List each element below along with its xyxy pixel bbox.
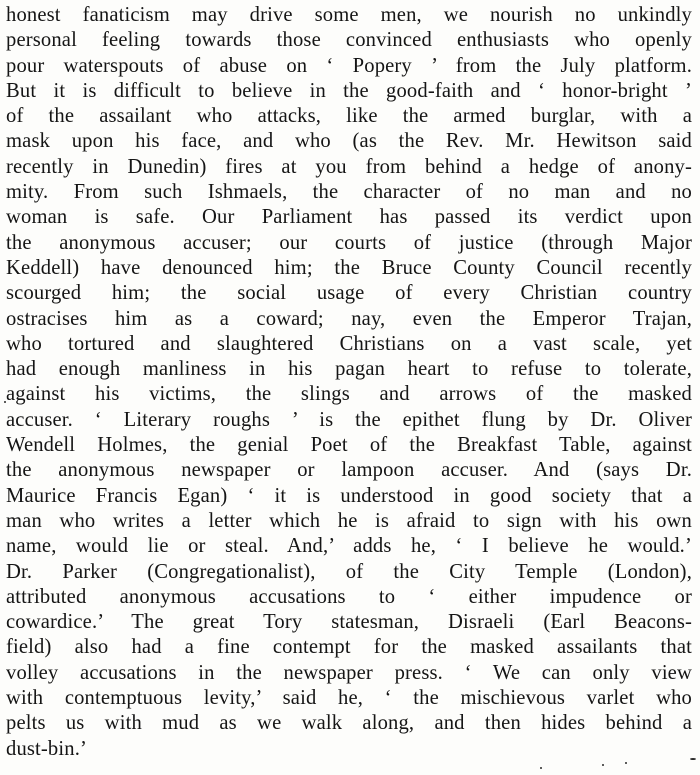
text-line: cowardice.’ The great Tory statesman, Disraeli (Earl Beacons- bbox=[6, 611, 692, 634]
text-line: Wendell Holmes, the genial Poet of the Breakfast Table, against bbox=[6, 434, 692, 457]
scan-speck bbox=[690, 758, 696, 760]
text-line: accuser. ‘ Literary roughs ’ is the epithet flung by Dr. Oliver bbox=[6, 408, 692, 431]
scan-speck bbox=[625, 762, 627, 764]
text-line: pelts us with mud as we walk along, and then hides behind a bbox=[6, 712, 692, 735]
text-line: woman is safe. Our Parliament has passed its verdict upon bbox=[6, 206, 692, 229]
text-line: field) also had a fine contempt for the masked assailants that bbox=[6, 636, 692, 659]
scan-speck bbox=[4, 401, 6, 403]
scan-speck bbox=[602, 764, 604, 766]
text-line: attributed anonymous accusations to ‘ either impudence or bbox=[6, 585, 692, 608]
text-line: the anonymous newspaper or lampoon accuser. And (says Dr. bbox=[6, 459, 692, 482]
text-line: Maurice Francis Egan) ‘ it is understood in good society that a bbox=[6, 484, 692, 507]
body-paragraph bbox=[6, 3, 692, 762]
text-line: personal feeling towards those convinced enthusiasts who openly bbox=[6, 29, 692, 52]
text-line: mask upon his face, and who (as the Rev. Mr. Hewitson said bbox=[6, 130, 692, 153]
text-line: with contemptuous levity,’ said he, ‘ the mischievous varlet who bbox=[6, 687, 692, 710]
text-line: Dr. Parker (Congregationalist), of the City Temple (London), bbox=[6, 560, 692, 583]
text-line: But it is difficult to believe in the good-faith and ‘ honor-bright ’ bbox=[6, 79, 692, 102]
text-line: who tortured and slaughtered Christians on a vast scale, yet bbox=[6, 332, 692, 355]
text-line: dust-bin.’ bbox=[6, 737, 88, 760]
text-line: volley accusations in the newspaper press. ‘ We can only view bbox=[6, 661, 692, 684]
text-line: name, would lie or steal. And,’ adds he, ‘ I believe he would.’ bbox=[6, 535, 692, 558]
text-line: honest fanaticism may drive some men, we nourish no unkindly bbox=[6, 4, 692, 26]
text-line: against his victims, the slings and arrows of the masked bbox=[6, 383, 692, 406]
text-line: pour waterspouts of abuse on ‘ Popery ’ from the July platform. bbox=[6, 54, 692, 77]
text-line: ostracises him as a coward; nay, even the Emperor Trajan, bbox=[6, 307, 692, 330]
text-line: the anonymous accuser; our courts of justice (through Major bbox=[6, 231, 692, 254]
text-line: of the assailant who attacks, like the armed burglar, with a bbox=[6, 105, 692, 128]
text-line: mity. From such Ishmaels, the character of no man and no bbox=[6, 181, 692, 204]
text-line: Keddell) have denounced him; the Bruce County Council recently bbox=[6, 256, 692, 279]
text-line: had enough manliness in his pagan heart to refuse to tolerate, bbox=[6, 358, 692, 381]
scan-speck bbox=[540, 767, 542, 769]
text-line: man who writes a letter which he is afraid to sign with his own bbox=[6, 509, 692, 532]
text-line: scourged him; the social usage of every Christian country bbox=[6, 282, 692, 305]
text-line: recently in Dunedin) fires at you from behind a hedge of anony- bbox=[6, 155, 692, 178]
